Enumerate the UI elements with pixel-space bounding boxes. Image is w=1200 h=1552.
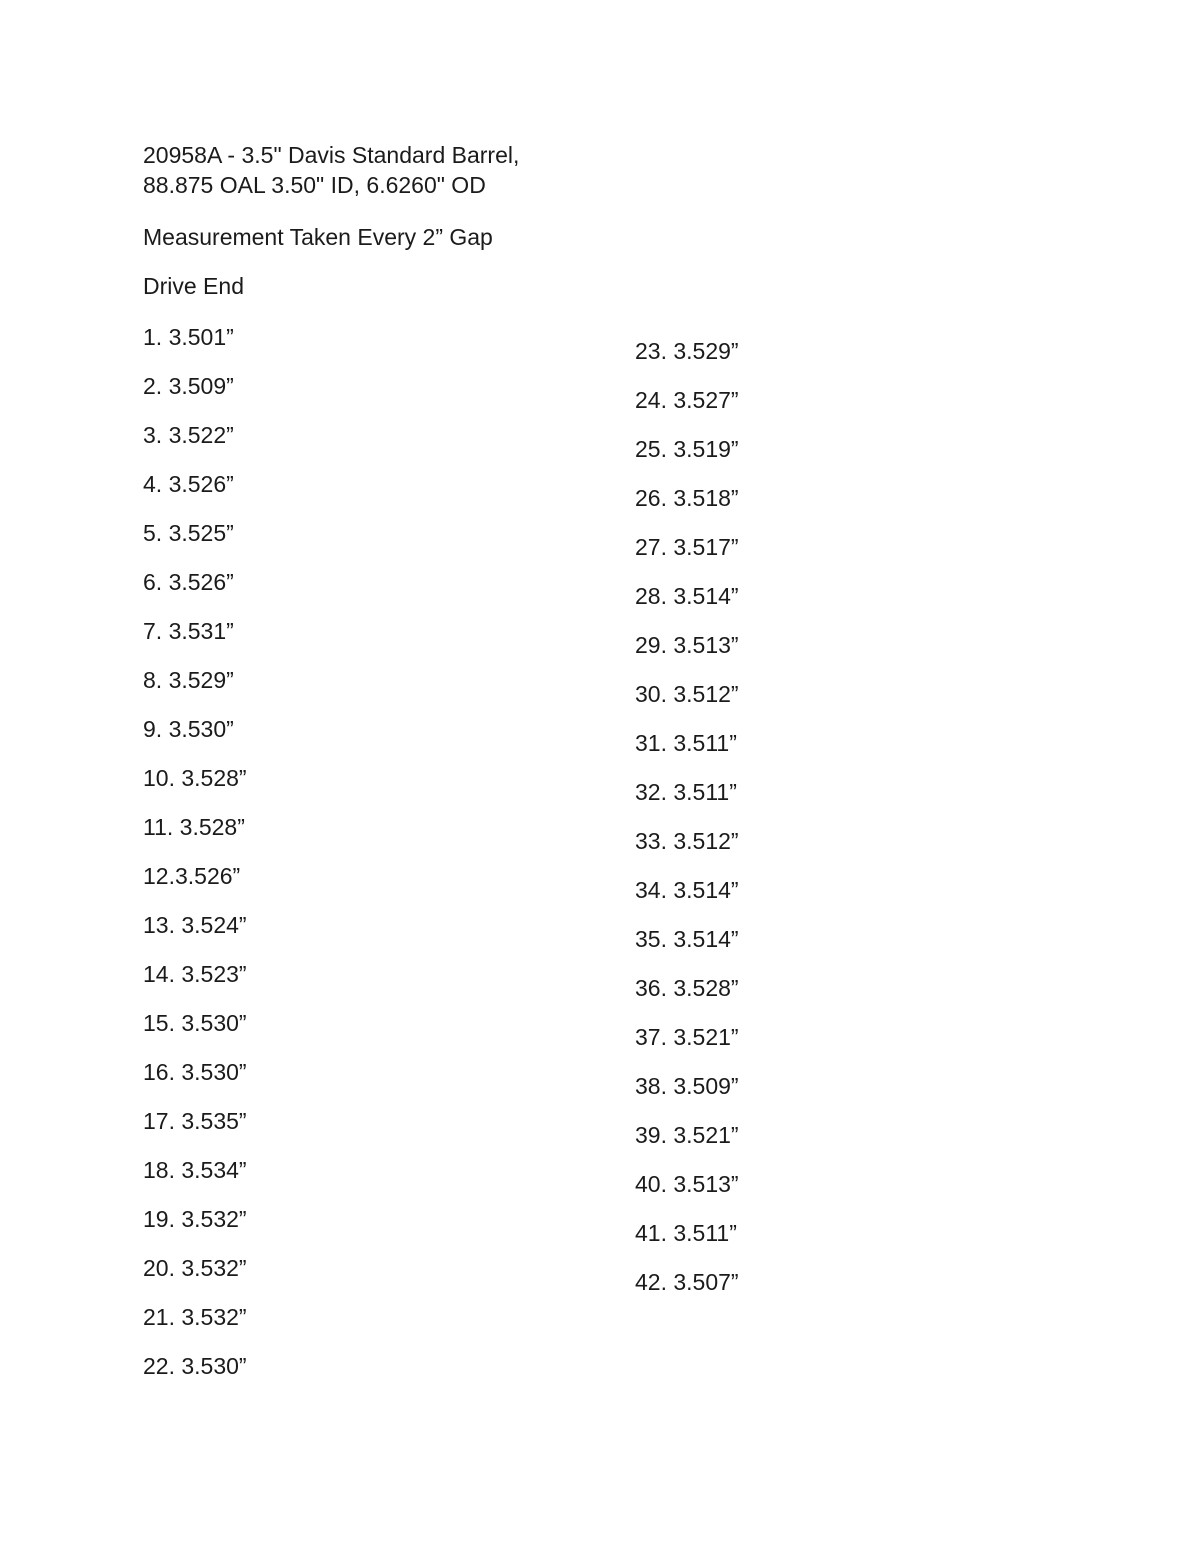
measurement-item: 4. 3.526” bbox=[143, 471, 234, 497]
measurement-item: 11. 3.528” bbox=[143, 814, 245, 840]
measurement-item: 9. 3.530” bbox=[143, 716, 234, 742]
measurement-item: 30. 3.512” bbox=[635, 681, 739, 707]
measurement-item: 18. 3.534” bbox=[143, 1157, 247, 1183]
measurement-item: 19. 3.532” bbox=[143, 1206, 247, 1232]
measurement-item: 20. 3.532” bbox=[143, 1255, 247, 1281]
measurement-item: 12.3.526” bbox=[143, 863, 241, 889]
measurement-item: 6. 3.526” bbox=[143, 569, 234, 595]
measurement-item: 16. 3.530” bbox=[143, 1059, 247, 1085]
measurement-column-left bbox=[143, 322, 635, 1400]
measurement-columns bbox=[143, 322, 1140, 1400]
measurement-item: 28. 3.514” bbox=[635, 583, 739, 609]
measurement-item: 14. 3.523” bbox=[143, 961, 247, 987]
measurement-item: 23. 3.529” bbox=[635, 338, 739, 364]
measurement-item: 26. 3.518” bbox=[635, 485, 739, 511]
measurement-note: Measurement Taken Every 2” Gap bbox=[143, 224, 493, 250]
measurement-item: 25. 3.519” bbox=[635, 436, 739, 462]
measurement-item: 40. 3.513” bbox=[635, 1171, 739, 1197]
section-label-drive-end: Drive End bbox=[143, 273, 244, 299]
document-title bbox=[143, 140, 1140, 200]
measurement-item: 31. 3.511” bbox=[635, 730, 737, 756]
measurement-item: 39. 3.521” bbox=[635, 1122, 739, 1148]
measurement-item: 24. 3.527” bbox=[635, 387, 739, 413]
measurement-item: 37. 3.521” bbox=[635, 1024, 739, 1050]
measurement-item: 32. 3.511” bbox=[635, 779, 737, 805]
measurement-item: 7. 3.531” bbox=[143, 618, 234, 644]
measurement-item: 42. 3.507” bbox=[635, 1269, 739, 1295]
measurement-item: 17. 3.535” bbox=[143, 1108, 247, 1134]
measurement-item: 36. 3.528” bbox=[635, 975, 739, 1001]
measurement-item: 3. 3.522” bbox=[143, 422, 234, 448]
measurement-item: 1. 3.501” bbox=[143, 324, 234, 350]
measurement-item: 33. 3.512” bbox=[635, 828, 739, 854]
measurement-item: 41. 3.511” bbox=[635, 1220, 737, 1246]
measurement-item: 2. 3.509” bbox=[143, 373, 234, 399]
measurement-item: 5. 3.525” bbox=[143, 520, 234, 546]
measurement-item: 34. 3.514” bbox=[635, 877, 739, 903]
measurement-item: 13. 3.524” bbox=[143, 912, 247, 938]
measurement-item: 8. 3.529” bbox=[143, 667, 234, 693]
measurement-item: 10. 3.528” bbox=[143, 765, 247, 791]
measurement-item: 21. 3.532” bbox=[143, 1304, 247, 1330]
measurement-item: 15. 3.530” bbox=[143, 1010, 247, 1036]
measurement-column-right bbox=[635, 336, 739, 1316]
measurement-item: 35. 3.514” bbox=[635, 926, 739, 952]
measurement-item: 29. 3.513” bbox=[635, 632, 739, 658]
measurement-item: 22. 3.530” bbox=[143, 1353, 247, 1379]
document-title-line-2: 88.875 OAL 3.50" ID, 6.6260" OD bbox=[143, 172, 486, 198]
document-title-line-1: 20958A - 3.5" Davis Standard Barrel, bbox=[143, 142, 520, 168]
measurement-item: 38. 3.509” bbox=[635, 1073, 739, 1099]
measurement-item: 27. 3.517” bbox=[635, 534, 739, 560]
